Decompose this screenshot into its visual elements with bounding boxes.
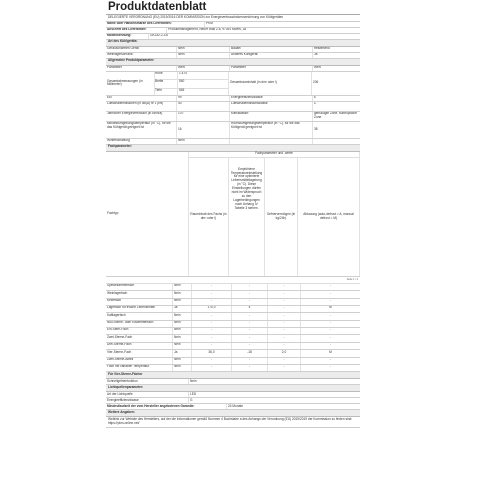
fach-present: Nein bbox=[173, 335, 192, 341]
fach-defrost: - bbox=[329, 291, 332, 295]
value-header: Wert bbox=[177, 66, 230, 71]
fach-present: Nein bbox=[173, 284, 192, 290]
supplier-label: Name oder Handelsmarke des Lieferanten: bbox=[106, 22, 205, 27]
fach-freeze: - bbox=[268, 358, 301, 364]
regulation-subtitle: DELEGIERTE VERORDNUNG (EU) 2019/2016 DER KOMMISSION zur Energieverbrauchskennzeichnung von Kühlgeräten bbox=[106, 15, 360, 22]
width-value: 540 bbox=[178, 79, 228, 88]
fach-freeze: - bbox=[268, 365, 301, 371]
table-row bbox=[106, 335, 360, 342]
fach-volume: - bbox=[192, 321, 232, 327]
fach-freeze: - bbox=[268, 321, 301, 327]
volume-label: Gesamtrauminhalt (in dm³ oder l) bbox=[229, 72, 312, 95]
fach-present: Nein bbox=[173, 291, 192, 297]
fach-type: Kellerfach bbox=[106, 299, 173, 305]
fach-defrost: M bbox=[329, 350, 332, 354]
fach-present: Nein bbox=[173, 328, 192, 334]
fach-type: Speisekammerfach bbox=[106, 284, 173, 290]
page-title: Produktdatenblatt bbox=[106, 0, 360, 15]
fach-type: Kaltlagerfach bbox=[106, 313, 173, 319]
fach-temp: - bbox=[232, 343, 268, 349]
fach-present: Nein bbox=[173, 299, 192, 305]
four-star-section-heading: Für Vier-Sterne-Fächer bbox=[106, 372, 360, 379]
fach-present: Nein bbox=[173, 358, 192, 364]
fach-freeze: - bbox=[268, 306, 301, 312]
fach-defrost: - bbox=[329, 364, 332, 369]
param-value: gemäßigte Zone, subtropische Zone bbox=[314, 111, 358, 120]
product-datasheet bbox=[106, 0, 360, 500]
fach-freeze: - bbox=[268, 291, 301, 297]
table-row bbox=[106, 350, 360, 357]
fach-present: Nein bbox=[173, 321, 192, 327]
fach-defrost: - bbox=[329, 335, 332, 339]
table-row bbox=[106, 358, 360, 365]
light-section-heading: Lichtquellenparameter: bbox=[106, 385, 360, 392]
fach-temp: 4 bbox=[232, 306, 268, 312]
fach-freeze: - bbox=[268, 343, 301, 349]
fach-freeze: - bbox=[268, 299, 301, 305]
volume-header: Rauminhalt des Fachs (in dm³ oder l) bbox=[189, 158, 229, 276]
fach-type: Drei-Sterne-Fach bbox=[106, 343, 173, 349]
param-label: Klimaklasse: bbox=[230, 112, 313, 121]
type-label: Geräuscharmes Gerät: bbox=[106, 47, 177, 52]
fach-temp: - bbox=[232, 321, 268, 327]
fach-volume: - bbox=[192, 343, 232, 349]
fach-temp: - bbox=[232, 291, 268, 297]
fach-type: Zwei-Sterne-Fach bbox=[106, 335, 173, 341]
param-value: 170 bbox=[177, 112, 230, 121]
volume-value: 206 bbox=[313, 80, 319, 85]
fach-freeze: - bbox=[268, 335, 301, 341]
fach-freeze: 2,0 bbox=[268, 350, 301, 356]
table-row bbox=[106, 365, 360, 372]
fach-volume: - bbox=[192, 313, 232, 319]
type-value: Nein bbox=[177, 47, 230, 52]
fast-freeze-value: Nein bbox=[190, 379, 197, 383]
temp-header: Empfohlene Temperatureinstellung für eine optimierte Lebensmittellagerung (in °C). Diese Einstellungen dürfen nicht im Widerspruch zu den Lagerbedingungen nach Anhang IV Tabelle 3 stehen. bbox=[229, 158, 265, 276]
param-label: Luftschallemissionsklasse bbox=[230, 102, 313, 111]
param-value bbox=[313, 139, 360, 144]
fach-defrost: - bbox=[329, 320, 332, 325]
table-row bbox=[106, 284, 360, 291]
fach-present: Nein bbox=[173, 313, 192, 319]
dimension-names bbox=[155, 72, 178, 95]
light-value: G bbox=[190, 398, 193, 402]
fach-volume: - bbox=[192, 284, 232, 290]
fach-temp: - bbox=[232, 335, 268, 341]
value-header: Wert bbox=[314, 65, 321, 70]
fach-defrost: - bbox=[329, 357, 332, 361]
fach-temp: - bbox=[232, 328, 268, 334]
param-row bbox=[106, 112, 360, 122]
fach-temp: -18 bbox=[232, 350, 268, 356]
fach-freeze: - bbox=[268, 284, 301, 290]
page-number: Seite 1 / 2 bbox=[106, 277, 360, 284]
fach-volume: - bbox=[192, 291, 232, 297]
further-text: Weblink zur Website des Herstellers, auf der die Informationen gemäß Nummer 4 Buchstabe a des Anhangs der Verordnung (EU) 2019/2019 der Kommission zu finden sind: https://pkm-online.net/ bbox=[106, 417, 360, 428]
table-row bbox=[106, 343, 360, 350]
type-label: Bauart: bbox=[230, 47, 313, 52]
height-label: Höhe bbox=[155, 71, 163, 75]
address-value: Produktmanagement, Neuer Wall 2-6, 97491 Moers, 18 bbox=[168, 27, 247, 32]
param-label: Luftschallemissionen (in dB(A) re 1 pW) bbox=[106, 102, 177, 111]
fach-type: Ein-Stern-Fach bbox=[106, 328, 173, 334]
table-row bbox=[106, 321, 360, 328]
fach-type: Lagerfach für frische Lebensmittel bbox=[106, 306, 173, 312]
table-row bbox=[106, 328, 360, 335]
fach-volume: - bbox=[192, 328, 232, 334]
further-section-heading: Weitere Angaben: bbox=[106, 410, 360, 417]
fach-present: Ja bbox=[173, 350, 192, 356]
fach-table bbox=[106, 284, 360, 373]
fach-type: Vier-Sterne-Fach bbox=[106, 350, 173, 356]
height-value: 1.470 bbox=[179, 71, 187, 75]
param-label: Winterschaltung bbox=[106, 139, 177, 144]
fach-section-heading: Fachparameter: bbox=[106, 145, 360, 152]
model-label: Modellkennung: bbox=[106, 34, 149, 39]
fach-present: Nein bbox=[173, 365, 192, 371]
depth-label: Tiefe bbox=[155, 88, 177, 95]
fach-temp: - bbox=[232, 284, 268, 290]
param-value: E bbox=[314, 95, 317, 100]
type-label: Anderes Kühlgerät: bbox=[230, 53, 313, 58]
fach-volume: - bbox=[192, 335, 232, 341]
param-value: 38 bbox=[314, 126, 318, 131]
width-label: Breite bbox=[155, 79, 177, 88]
fach-temp: - bbox=[232, 358, 268, 364]
param-label: Höchstumgebungstemperatur (in °C), für die das Kühlgerät geeignet ist bbox=[230, 122, 313, 138]
light-value: LED bbox=[190, 392, 197, 396]
fach-type: Weinlagerfach bbox=[106, 291, 173, 297]
fach-type: Zwei-Sterne-Abteil bbox=[106, 358, 173, 364]
warranty-label: Mindestlaufzeit der vom Hersteller angebotenen Garantie: bbox=[106, 404, 227, 409]
fach-defrost: M bbox=[329, 305, 332, 310]
light-label: Art der Lichtquelle bbox=[106, 392, 189, 397]
address-label: Anschrift des Lieferanten: bbox=[106, 28, 167, 33]
fach-type: Fach mit variabler Temperatur bbox=[106, 365, 173, 371]
fach-volume: - bbox=[192, 365, 232, 371]
param-value: 99 bbox=[177, 96, 230, 101]
param-label: Energieeffizienzklasse bbox=[230, 96, 313, 101]
supplier-value: PKM bbox=[206, 21, 213, 26]
type-value: Nein bbox=[177, 53, 230, 58]
param-label bbox=[230, 139, 313, 144]
table-row bbox=[106, 313, 360, 320]
type-table bbox=[106, 47, 360, 59]
fach-header-row bbox=[106, 152, 360, 277]
fach-type: Null-Sterne- oder Eisbereiterfach bbox=[106, 321, 173, 327]
param-row bbox=[106, 102, 360, 112]
table-row bbox=[106, 291, 360, 298]
fach-defrost: - bbox=[329, 298, 332, 302]
fach-temp: - bbox=[232, 313, 268, 319]
param-label: Mindestumgebungstemperatur (in °C), für die das Kühlgerät geeignet ist bbox=[106, 122, 177, 138]
defrost-header: Abtauung (auto-defrost = A, manual defrost = M) bbox=[303, 211, 354, 220]
fach-freeze: - bbox=[268, 328, 301, 334]
fach-params-header: Fachparameter und -werte bbox=[189, 152, 359, 158]
param-header: Parameter bbox=[106, 66, 177, 71]
fach-volume: 170,0 bbox=[192, 306, 232, 312]
depth-value: 545 bbox=[178, 88, 228, 95]
table-row bbox=[106, 299, 360, 306]
fach-volume: - bbox=[192, 299, 232, 305]
param-value: C bbox=[314, 101, 317, 106]
fach-present: Ja bbox=[173, 306, 192, 312]
general-section-heading: Allgemeine Produktparameter: bbox=[106, 59, 360, 66]
fach-defrost: - bbox=[329, 283, 332, 288]
warranty-value: 24 Monate bbox=[228, 404, 244, 408]
param-value: Nein bbox=[177, 139, 230, 144]
light-label: Energieeffizienzklasse bbox=[106, 398, 189, 403]
type-value: Ja bbox=[314, 52, 318, 57]
type-value: freistehend bbox=[314, 46, 330, 51]
dimensions-label: Gesamtabmessungen (in Millimeter) bbox=[106, 72, 155, 95]
fach-volume: 36,0 bbox=[192, 350, 232, 356]
param-label: Jährlicher Energieverbrauch (in kWh/a) bbox=[106, 112, 177, 121]
fach-type-header: Fachtyp bbox=[106, 152, 189, 276]
param-value: 16 bbox=[177, 122, 230, 138]
dimension-values bbox=[178, 72, 229, 95]
type-section-heading: Art des Kühlgeräts: bbox=[106, 40, 360, 47]
fach-temp: - bbox=[232, 299, 268, 305]
fach-temp: - bbox=[232, 365, 268, 371]
param-header: Parameter bbox=[230, 66, 313, 71]
fast-freeze-label: Schnellgefrierfunktion bbox=[106, 379, 189, 384]
table-row bbox=[106, 306, 360, 313]
param-row bbox=[106, 122, 360, 139]
fach-volume: - bbox=[192, 358, 232, 364]
param-value: 40 bbox=[177, 102, 230, 111]
fach-defrost: - bbox=[329, 328, 332, 332]
fach-present: Nein bbox=[173, 343, 192, 349]
fach-freeze: - bbox=[268, 313, 301, 319]
fach-defrost: - bbox=[329, 313, 332, 317]
fach-defrost: - bbox=[329, 342, 332, 347]
freeze-capacity-header: Gefriervermögen (in kg/24h) bbox=[265, 158, 298, 276]
dimensions-row bbox=[106, 72, 360, 96]
param-label: EEI bbox=[106, 96, 177, 101]
model-value: GK232-2-LB bbox=[150, 33, 168, 38]
type-label: Weinlagerschrank: bbox=[106, 53, 177, 58]
